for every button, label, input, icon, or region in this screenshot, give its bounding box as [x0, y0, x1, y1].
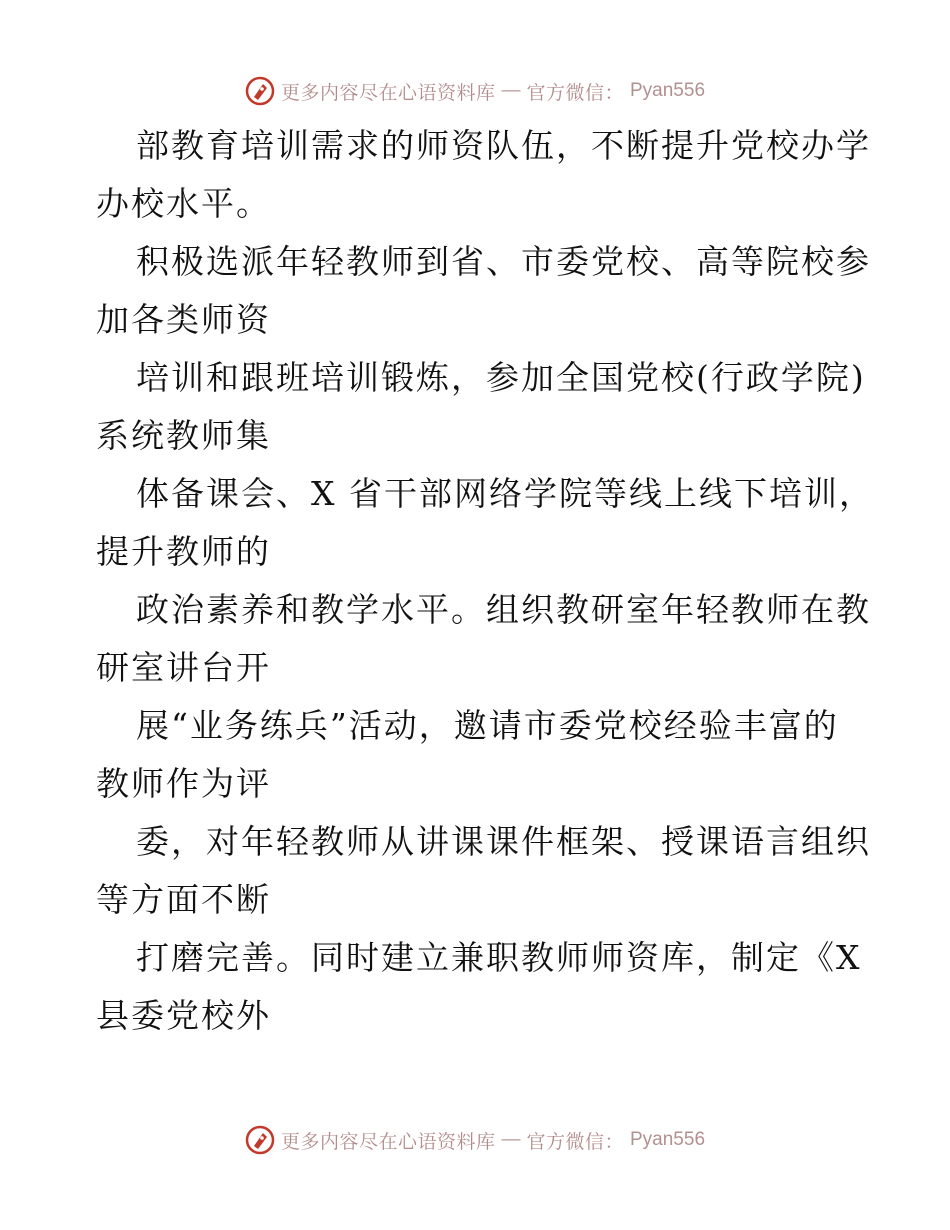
- pen-nib-logo-icon: [245, 76, 275, 106]
- document-body: [96, 117, 874, 1045]
- watermark-label: 官方微信：: [526, 1131, 624, 1153]
- text-line: 研室讲台开: [96, 648, 271, 687]
- text-line: 加各类师资: [96, 300, 271, 339]
- footer-watermark: [0, 1120, 950, 1160]
- text-line: 打磨完善。同时建立兼职教师师资库，制定《X: [136, 938, 862, 977]
- watermark-label: 官方微信：: [526, 82, 624, 104]
- text-line: 提升教师的: [96, 532, 271, 571]
- pen-nib-logo-icon: [245, 1125, 275, 1155]
- text-line: 教师作为评: [96, 764, 271, 803]
- text-line: 展“业务练兵”活动，邀请市委党校经验丰富的: [136, 706, 839, 745]
- watermark-text: 更多内容尽在心语资料库: [280, 82, 496, 104]
- text-line: 积极选派年轻教师到省、市委党校、高等院校参: [136, 242, 871, 281]
- header-watermark: [0, 71, 950, 111]
- text-line: 委，对年轻教师从讲课课件框架、授课语言组织: [136, 822, 871, 861]
- text-line: 等方面不断: [96, 880, 271, 919]
- text-line: 培训和跟班培训锻炼，参加全国党校(行政学院): [136, 358, 866, 397]
- watermark-separator: —: [501, 80, 521, 101]
- text-line: 系统教师集: [96, 416, 271, 455]
- watermark-account: Pyan556: [630, 1129, 706, 1150]
- text-line: 政治素养和教学水平。组织教研室年轻教师在教: [136, 590, 871, 629]
- text-line: 县委党校外: [96, 996, 271, 1035]
- text-line: 部教育培训需求的师资队伍，不断提升党校办学: [136, 126, 871, 165]
- text-line: 办校水平。: [96, 184, 271, 223]
- watermark-text: 更多内容尽在心语资料库: [280, 1131, 496, 1153]
- watermark-account: Pyan556: [630, 80, 706, 101]
- text-line: 体备课会、X 省干部网络学院等线上线下培训，: [136, 474, 874, 513]
- watermark-separator: —: [501, 1129, 521, 1150]
